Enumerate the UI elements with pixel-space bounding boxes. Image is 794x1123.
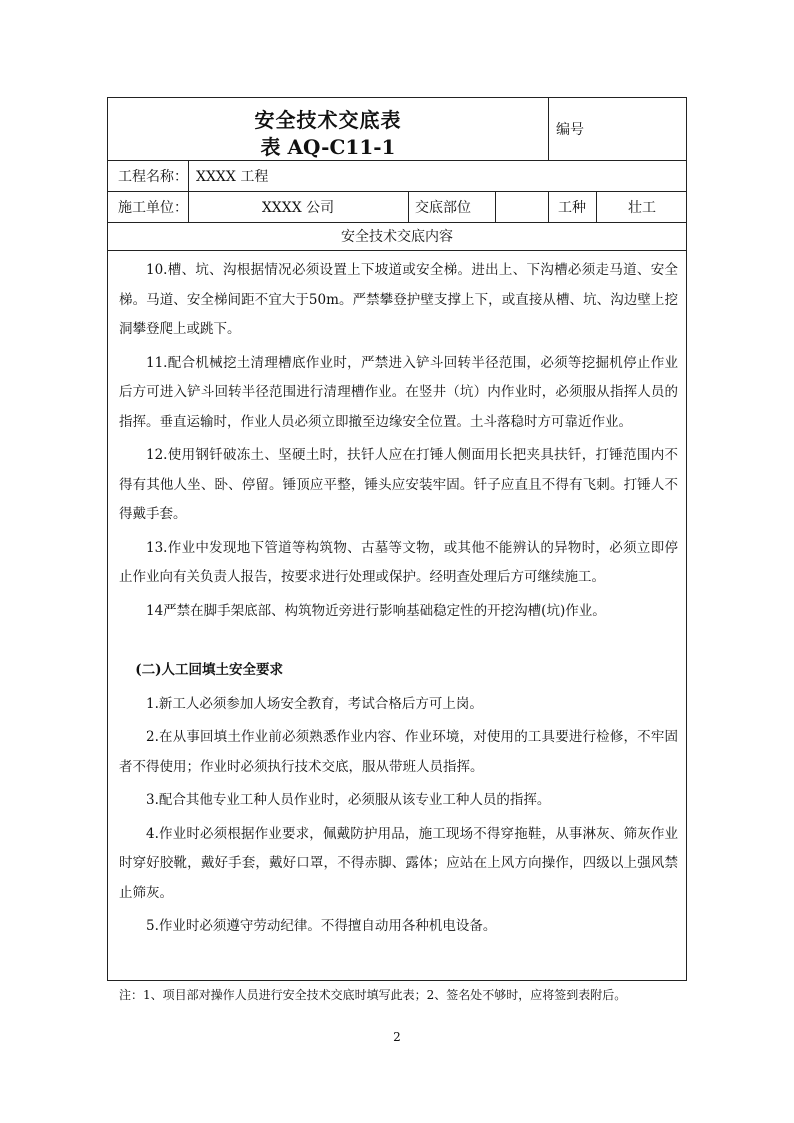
number-label: 编号 (556, 122, 584, 138)
paragraph: 11.配合机械挖土清理槽底作业时，严禁进入铲斗回转半径范围，必须等挖掘机停止作业后方可进入铲斗回转半径范围进行清理槽作业。在竖井（坑）内作业时，必须服从指挥人员的指挥。垂直运输时，作业人员必须立即撤至边缘安全位置。土斗落稳时方可靠近作业。 (119, 354, 678, 430)
paragraph: 10.槽、坑、沟根据情况必须设置上下坡道或安全梯。进出上、下沟槽必须走马道、安全梯。马道、安全梯间距不宜大于50m。严禁攀登护壁支撑上下，或直接从槽、坑、沟边壁上挖洞攀登爬上或跳下。 (119, 262, 678, 337)
footnote: 注：1、项目部对操作人员进行安全技术交底时填写此表；2、签名处不够时，应将签到表附后。 (119, 988, 627, 1002)
paragraph: 14严禁在脚手架底部、构筑物近旁进行影响基础稳定性的开挖沟槽(坑)作业。 (146, 602, 606, 619)
content-heading: 安全技术交底内容 (341, 229, 453, 245)
paragraph: 3.配合其他专业工种人员作业时，必须服从该专业工种人员的指挥。 (146, 792, 551, 808)
project-name: XXXX 工程 (196, 168, 269, 185)
section-title: (二)人工回填土安全要求 (135, 662, 283, 678)
paragraph: 5.作业时必须遵守劳动纪律。不得擅自动用各种机电设备。 (146, 918, 497, 934)
trade-label: 工种 (558, 199, 586, 216)
trade-value: 壮工 (628, 199, 656, 216)
unit-label: 施工单位： (118, 199, 188, 216)
paragraph: 4.作业时必须根据作业要求，佩戴防护用品，施工现场不得穿拖鞋，从事淋灰、筛灰作业时穿好胶靴，戴好手套，戴好口罩，不得赤脚、露体；应站在上风方向操作，四级以上强风禁止筛灰。 (119, 825, 678, 901)
col-divider (495, 191, 496, 222)
content-body (119, 256, 678, 946)
row-divider (108, 250, 686, 251)
form-table (107, 97, 687, 981)
form-code: 表 AQ-C11-1 (260, 135, 396, 159)
location-label: 交底部位 (415, 199, 471, 216)
project-label: 工程名称： (118, 168, 188, 185)
paragraph: 1.新工人必须参加人场安全教育，考试合格后方可上岗。 (146, 695, 483, 712)
unit-name: XXXX 公司 (261, 199, 335, 216)
spacer (119, 630, 678, 656)
form-title: 安全技术交底表 (254, 108, 402, 132)
page-number: 2 (393, 1030, 401, 1044)
paragraph: 2.在从事回填土作业前必须熟悉作业内容、作业环境，对使用的工具要进行检修，不牢固者不得使用；作业时必须执行技术交底，服从带班人员指挥。 (119, 729, 678, 775)
paragraph: 13.作业中发现地下管道等构筑物、古墓等文物，或其他不能辨认的异物时，必须立即停止作业向有关负责人报告，按要求进行处理或保护。经明查处理后方可继续施工。 (119, 539, 678, 585)
col-divider (408, 191, 409, 222)
paragraph: 12.使用钢钎破冻土、坚硬土时，扶钎人应在打锤人侧面用长把夹具扶钎，打锤范围内不得有其他人坐、卧、停留。锤顶应平整，锤头应安装牢固。钎子应直且不得有飞刺。打锤人不得戴手套。 (119, 447, 678, 522)
header-divider (548, 98, 549, 160)
